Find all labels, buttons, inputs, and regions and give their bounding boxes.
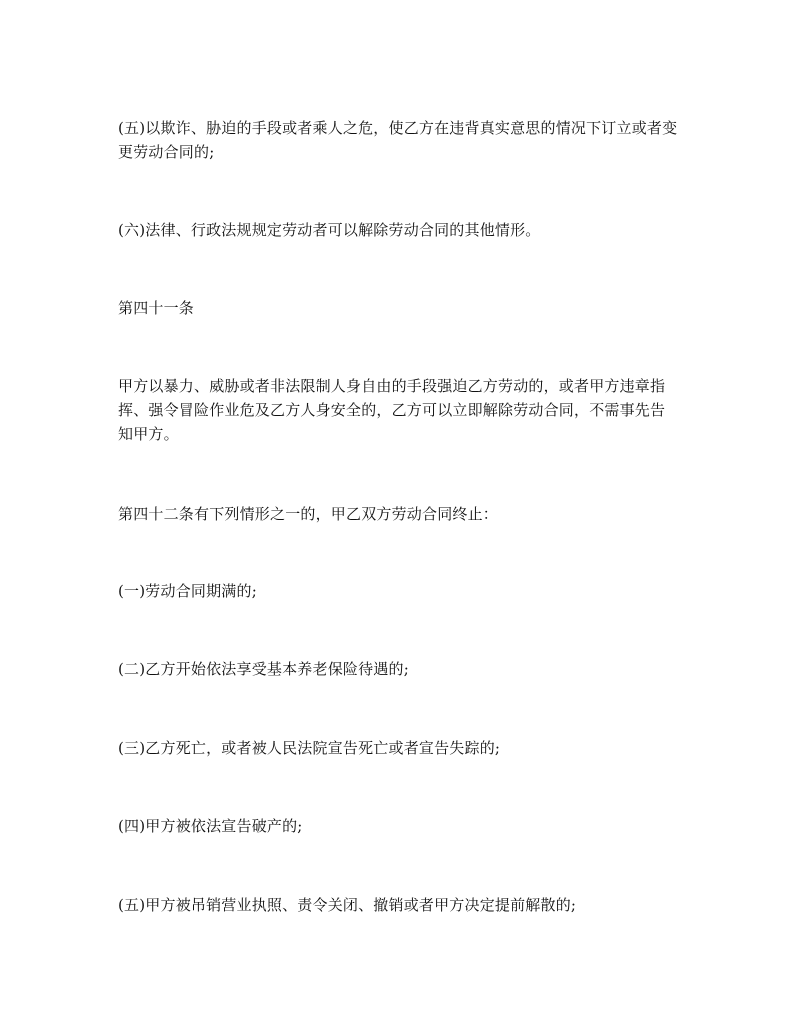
paragraph-termination-5: (五)甲方被吊销营业执照、责令关闭、撤销或者甲方决定提前解散的;: [118, 896, 577, 914]
paragraph-termination-4: (四)甲方被依法宣告破产的;: [118, 817, 303, 835]
paragraph-termination-3: (三)乙方死亡，或者被人民法院宣告死亡或者宣告失踪的;: [118, 739, 501, 757]
paragraph-termination-2: (二)乙方开始依法享受基本养老保险待遇的;: [118, 660, 409, 678]
paragraph-article-41-body: 甲方以暴力、威胁或者非法限制人身自由的手段强迫乙方劳动的，或者甲方违章指挥、强令冒险作业危及乙方人身安全的，乙方可以立即解除劳动合同，不需事先告知甲方。: [118, 377, 666, 443]
paragraph-termination-1: (一)劳动合同期满的;: [118, 582, 257, 600]
paragraph-clause-6-other: (六)法律、行政法规规定劳动者可以解除劳动合同的其他情形。: [118, 221, 541, 239]
article-42-heading: 第四十二条有下列情形之一的，甲乙双方劳动合同终止：: [118, 505, 499, 523]
paragraph-clause-5-fraud: (五)以欺诈、胁迫的手段或者乘人之危，使乙方在违背真实意思的情况下订立或者变更劳动合同的;: [118, 119, 678, 161]
article-41-heading: 第四十一条: [118, 299, 195, 317]
